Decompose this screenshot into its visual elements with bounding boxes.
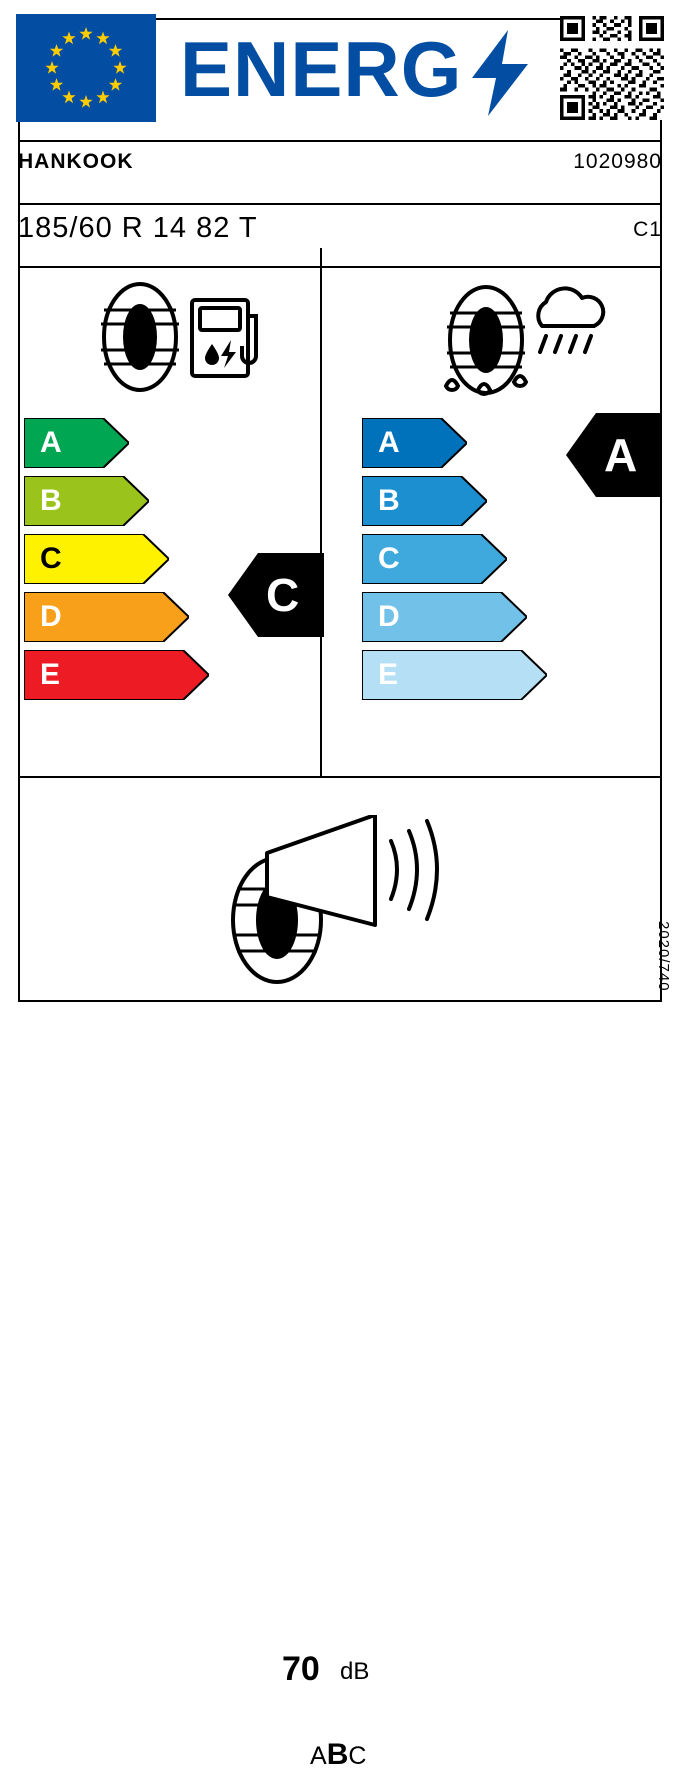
tyre-class: C1	[633, 218, 662, 241]
noise-class-selected: B	[326, 1738, 349, 1771]
fuel-bar-label: D	[40, 600, 62, 633]
noise-class-a: A	[310, 1742, 327, 1770]
noise-class-c: C	[348, 1742, 367, 1770]
tyre-fuel-pump-icon	[88, 282, 258, 392]
label-header	[0, 0, 680, 140]
fuel-bar-d	[24, 592, 209, 642]
fuel-bar-label: B	[40, 484, 62, 517]
wet-bar-label: A	[378, 426, 400, 459]
page-title: ENERG	[180, 25, 463, 113]
wet-bar-c	[362, 534, 547, 584]
fuel-result-label: C	[266, 569, 300, 621]
product-code: 1020980	[573, 150, 662, 173]
wet-bar-label: C	[378, 542, 400, 575]
noise-section	[0, 790, 680, 1771]
fuel-efficiency-result	[228, 553, 324, 637]
fuel-efficiency-scale	[24, 418, 209, 708]
tyre-rain-cloud-icon	[430, 282, 610, 402]
divider-header	[18, 140, 662, 142]
fuel-bar-label: A	[40, 426, 62, 459]
divider-noise	[18, 776, 662, 778]
wet-bar-a	[362, 418, 547, 468]
tyre-speaker-icon	[215, 815, 465, 995]
divider-vertical	[320, 248, 322, 776]
wet-bar-e	[362, 650, 547, 700]
fuel-bar-label: C	[40, 542, 62, 575]
lightning-bolt-icon	[470, 30, 530, 116]
wet-bar-b	[362, 476, 547, 526]
fuel-bar-e	[24, 650, 209, 700]
noise-unit: dB	[340, 1658, 370, 1685]
fuel-bar-a	[24, 418, 209, 468]
brand-name: HANKOOK	[18, 150, 134, 173]
divider-size	[18, 266, 662, 268]
fuel-bar-b	[24, 476, 209, 526]
eu-flag-icon	[16, 14, 156, 122]
divider-brand	[18, 203, 662, 205]
eu-stars-icon	[16, 14, 156, 122]
regulation-reference: 2020/740	[655, 921, 672, 992]
wet-bar-d	[362, 592, 547, 642]
wet-bar-label: E	[378, 658, 399, 691]
wet-bar-label: D	[378, 600, 400, 633]
wet-grip-scale	[362, 418, 547, 708]
wet-result-label: A	[604, 429, 638, 481]
wet-bar-label: B	[378, 484, 400, 517]
tyre-size: 185/60 R 14 82 T	[18, 212, 258, 244]
noise-class-scale	[310, 1738, 366, 1772]
fuel-bar-label: E	[40, 658, 61, 691]
wet-grip-result	[566, 413, 662, 497]
noise-value: 70	[282, 1650, 320, 1688]
fuel-bar-c	[24, 534, 209, 584]
qr-code-icon	[560, 16, 664, 120]
